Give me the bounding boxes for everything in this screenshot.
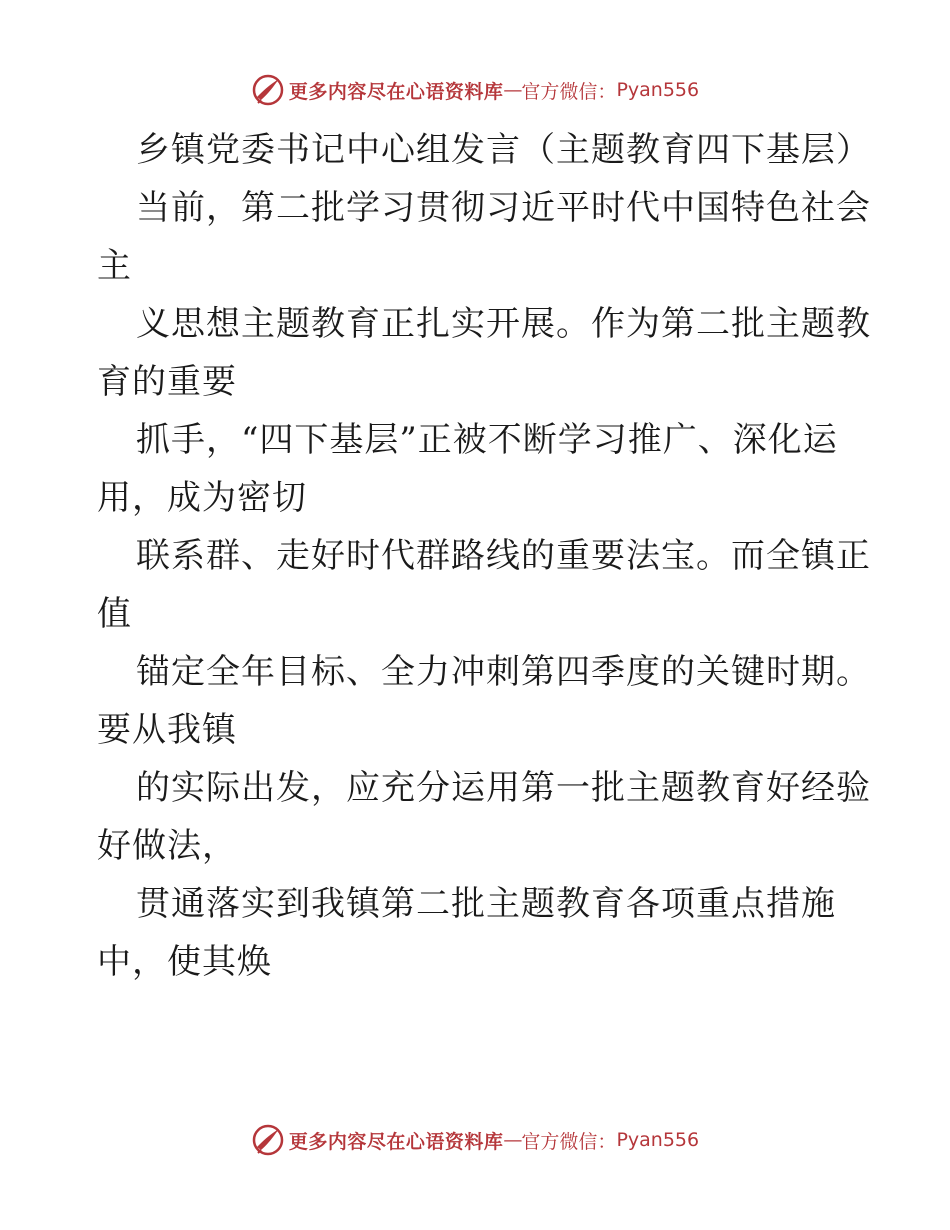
paragraph-line: 当前，第二批学习贯彻习近平时代中国特色社会 xyxy=(136,188,871,228)
paragraph-line: 贯通落实到我镇第二批主题教育各项重点措施 xyxy=(136,884,836,924)
paragraph-line: 联系群、走好时代群路线的重要法宝。而全镇正 xyxy=(136,536,871,576)
watermark-wechat-label: 官方微信： xyxy=(521,80,617,103)
watermark-wechat-label: 官方微信： xyxy=(521,1130,617,1153)
paragraph-line: 中，使其焕 xyxy=(97,942,272,982)
paragraph-line: 义思想主题教育正扎实开展。作为第二批主题教 xyxy=(136,304,871,344)
header-watermark xyxy=(0,70,950,110)
footer-watermark xyxy=(0,1120,950,1160)
watermark-wechat-id: Pyan556 xyxy=(616,1129,700,1151)
watermark-separator: — xyxy=(503,79,522,101)
pen-logo-icon xyxy=(251,1123,285,1157)
paragraph-line: 要从我镇 xyxy=(97,710,237,750)
watermark-wechat-id: Pyan556 xyxy=(616,79,700,101)
paragraph-line: 锚定全年目标、全力冲刺第四季度的关键时期。 xyxy=(136,652,871,692)
paragraph-line: 主 xyxy=(97,246,132,286)
pen-logo-icon xyxy=(251,73,285,107)
paragraph-line: 育的重要 xyxy=(97,362,237,402)
watermark-separator: — xyxy=(503,1129,522,1151)
paragraph-line: 好做法， xyxy=(97,826,237,866)
watermark-text: 更多内容尽在心语资料库 xyxy=(288,80,504,103)
paragraph-line: 抓手，“四下基层”正被不断学习推广、深化运 xyxy=(136,420,838,460)
watermark-text: 更多内容尽在心语资料库 xyxy=(288,1130,504,1153)
document-title: 乡镇党委书记中心组发言（主题教育四下基层） xyxy=(136,130,871,170)
paragraph-line: 用，成为密切 xyxy=(97,478,307,518)
paragraph-line: 的实际出发，应充分运用第一批主题教育好经验 xyxy=(136,768,871,808)
paragraph-line: 值 xyxy=(97,594,132,634)
